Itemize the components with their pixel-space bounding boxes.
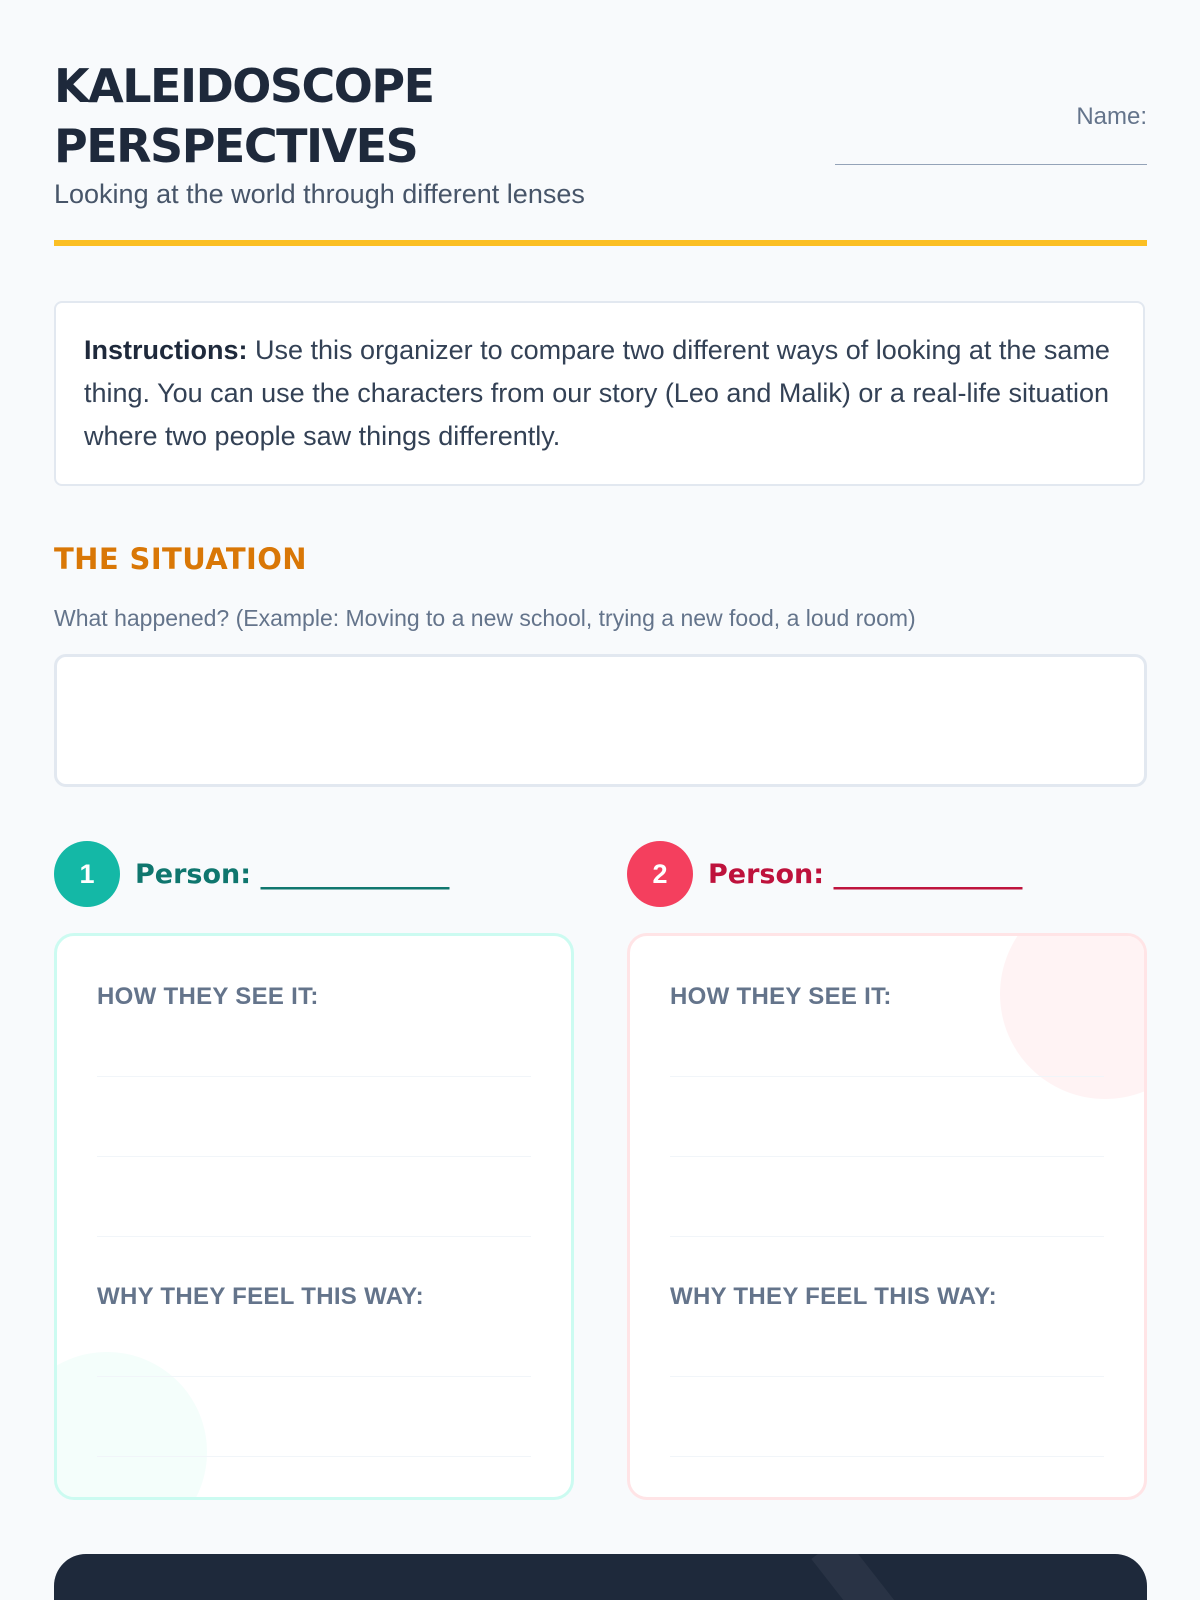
person-2-why-line-2[interactable]: [670, 1456, 1104, 1457]
title-line-2: PERSPECTIVES: [54, 119, 418, 173]
person-1-name-field[interactable]: Person: ______________: [135, 858, 450, 890]
person-1-see-line-3[interactable]: [97, 1236, 531, 1237]
person-2-see-label: HOW THEY SEE IT:: [670, 983, 892, 1010]
person-2-header: [627, 840, 1022, 908]
footer-banner: [54, 1554, 1147, 1600]
person-2-why-line-1[interactable]: [670, 1376, 1104, 1377]
instructions-lead: Instructions:: [84, 335, 248, 365]
person-1-see-line-1[interactable]: [97, 1076, 531, 1077]
person-1-header: [54, 840, 449, 908]
person-1-why-label: WHY THEY FEEL THIS WAY:: [97, 1283, 424, 1310]
worksheet-subtitle: Looking at the world through different lenses: [54, 179, 585, 209]
person-1-why-line-2[interactable]: [97, 1456, 531, 1457]
person-2-why-label: WHY THEY FEEL THIS WAY:: [670, 1283, 997, 1310]
person-2-see-line-2[interactable]: [670, 1156, 1104, 1157]
instructions-box: [54, 301, 1145, 486]
person-2-see-line-3[interactable]: [670, 1236, 1104, 1237]
person-2-name-field[interactable]: Person: ______________: [708, 858, 1023, 890]
situation-prompt: What happened? (Example: Moving to a new school, trying a new food, a loud room): [54, 605, 916, 631]
person-1-card: [54, 933, 574, 1500]
situation-heading: THE SITUATION: [54, 542, 307, 576]
title-line-1: KALEIDOSCOPE: [54, 59, 434, 113]
worksheet-header: [54, 56, 1147, 246]
person-1-see-line-2[interactable]: [97, 1156, 531, 1157]
instructions-text: Use this organizer to compare two different ways of looking at the same thing. You can use the characters from our story (Leo and Malik) or a real-life situation where two people saw things differently.: [84, 335, 1110, 451]
worksheet-title: [54, 56, 774, 176]
header-divider: [54, 240, 1147, 246]
decorative-circle: [54, 1352, 207, 1500]
person-2-see-line-1[interactable]: [670, 1076, 1104, 1077]
person-1-number-badge: 1: [54, 841, 120, 907]
name-label: Name:: [1076, 103, 1147, 130]
person-1-see-label: HOW THEY SEE IT:: [97, 983, 319, 1010]
person-2-card: [627, 933, 1147, 1500]
person-2-number-badge: 2: [627, 841, 693, 907]
name-field[interactable]: [835, 164, 1147, 165]
footer-decorative-stripe: [811, 1554, 916, 1600]
situation-answer-box[interactable]: [54, 654, 1147, 787]
decorative-circle: [1000, 933, 1147, 1099]
person-1-why-line-1[interactable]: [97, 1376, 531, 1377]
